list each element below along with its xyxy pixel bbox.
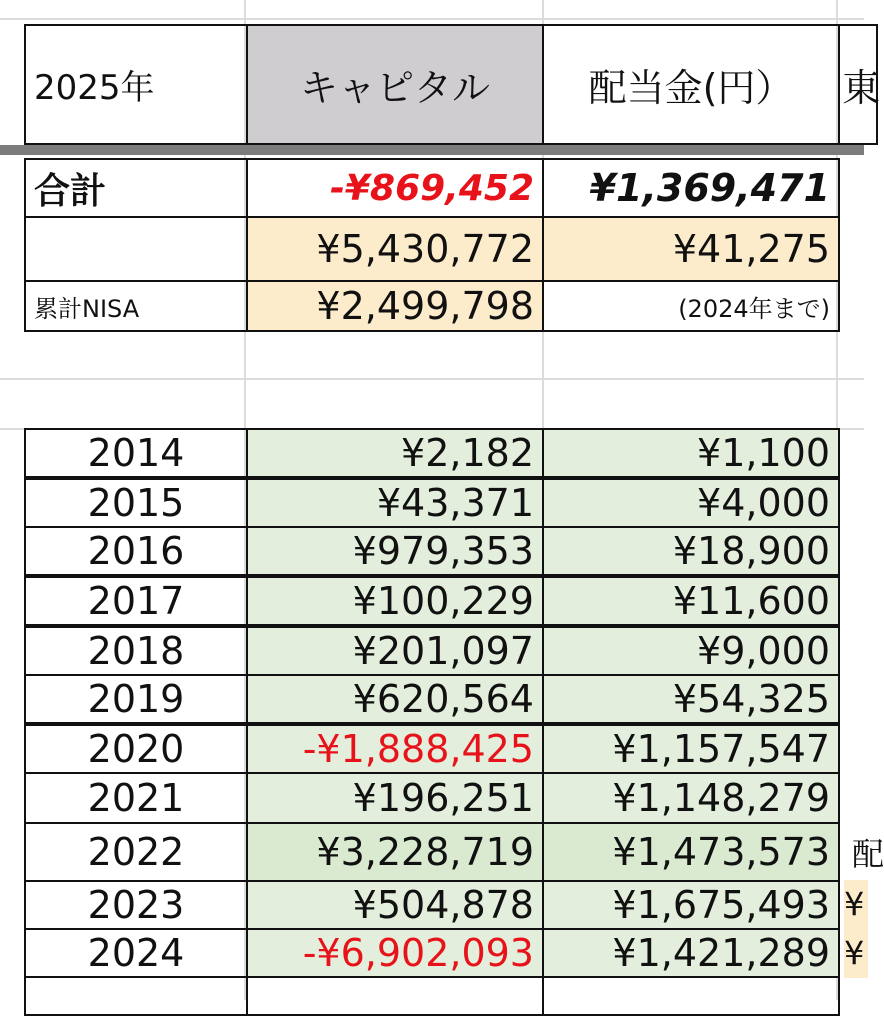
- dividend-value: ¥4,000: [697, 481, 830, 525]
- nisa-capital-value: ¥2,499,798: [316, 284, 534, 328]
- capital-cell[interactable]: [246, 478, 544, 528]
- capital-cell[interactable]: [246, 928, 544, 978]
- dividend-cell[interactable]: [542, 428, 840, 478]
- total-capital-value: -¥869,452: [330, 167, 534, 209]
- dividend-value: ¥1,675,493: [612, 883, 830, 927]
- year-value: 2019: [87, 677, 185, 721]
- capital-value: ¥504,878: [352, 883, 534, 927]
- dividend-value: ¥1,100: [697, 431, 830, 475]
- dividend-cell[interactable]: [542, 674, 840, 724]
- nisa-label-cell[interactable]: [24, 280, 248, 332]
- capital-cell[interactable]: [246, 822, 544, 882]
- summary-capital-cell[interactable]: [246, 216, 544, 282]
- capital-value: ¥2,182: [401, 431, 534, 475]
- summary-dividend-cell[interactable]: [542, 216, 840, 282]
- year-value: 2020: [87, 727, 185, 771]
- nisa-label: 累計NISA: [34, 294, 140, 323]
- next-row-capital-cell[interactable]: [246, 976, 544, 1016]
- year-value: 2023: [87, 883, 185, 927]
- capital-value: ¥620,564: [352, 677, 534, 721]
- dividend-cell[interactable]: [542, 626, 840, 676]
- year-value: 2018: [87, 629, 185, 673]
- total-dividend-cell[interactable]: [542, 158, 840, 218]
- year-value: 2021: [87, 776, 185, 820]
- dividend-value: ¥18,900: [672, 529, 830, 573]
- year-cell[interactable]: [24, 674, 248, 724]
- edge-fragment-2022: 配: [852, 835, 884, 873]
- capital-cell[interactable]: [246, 526, 544, 576]
- summary-blank-cell[interactable]: [24, 216, 248, 282]
- year-value: 2015: [87, 481, 185, 525]
- dividend-value: ¥1,473,573: [612, 830, 830, 874]
- year-cell[interactable]: [24, 880, 248, 930]
- dividend-cell[interactable]: [542, 478, 840, 528]
- year-value: 2014: [87, 431, 185, 475]
- capital-cell[interactable]: [246, 576, 544, 626]
- capital-value: ¥3,228,719: [316, 830, 534, 874]
- next-row-year-cell[interactable]: [24, 976, 248, 1016]
- capital-value: -¥1,888,425: [302, 727, 534, 771]
- nisa-note-cell[interactable]: [542, 280, 840, 332]
- year-cell[interactable]: [24, 526, 248, 576]
- year-value: 2017: [87, 579, 185, 623]
- dividend-value: ¥1,157,547: [612, 727, 830, 771]
- year-cell[interactable]: [24, 822, 248, 882]
- capital-cell[interactable]: [246, 428, 544, 478]
- year-cell[interactable]: [24, 478, 248, 528]
- capital-value: ¥100,229: [352, 579, 534, 623]
- dividend-value: ¥1,421,289: [612, 931, 830, 975]
- capital-value: ¥201,097: [352, 629, 534, 673]
- edge-fragment-2023: ¥: [844, 880, 868, 928]
- year-header-label: 2025年: [34, 68, 155, 108]
- capital-cell[interactable]: [246, 674, 544, 724]
- dividend-header-label: 配当金(円）: [588, 66, 794, 110]
- capital-value: ¥43,371: [376, 481, 534, 525]
- freeze-pane-divider[interactable]: [0, 145, 864, 155]
- total-dividend-value: ¥1,369,471: [589, 166, 830, 210]
- year-value: 2022: [87, 830, 185, 874]
- year-cell[interactable]: [24, 724, 248, 774]
- dividend-header-cell[interactable]: [542, 24, 840, 145]
- dividend-value: ¥54,325: [672, 677, 830, 721]
- capital-cell[interactable]: [246, 772, 544, 824]
- year-cell[interactable]: [24, 928, 248, 978]
- year-cell[interactable]: [24, 428, 248, 478]
- year-header-cell[interactable]: [24, 24, 248, 145]
- capital-value: ¥196,251: [352, 776, 534, 820]
- capital-cell[interactable]: [246, 724, 544, 774]
- nisa-note: (2024年まで): [678, 294, 830, 323]
- year-value: 2024: [87, 931, 185, 975]
- year-cell[interactable]: [24, 772, 248, 824]
- dividend-cell[interactable]: [542, 822, 840, 882]
- capital-cell[interactable]: [246, 880, 544, 930]
- total-label: 合計: [34, 170, 107, 212]
- edge-fragment-2024: ¥: [844, 928, 868, 978]
- dividend-value: ¥11,600: [672, 579, 830, 623]
- year-value: 2016: [87, 529, 185, 573]
- dividend-value: ¥1,148,279: [612, 776, 830, 820]
- dividend-value: ¥9,000: [697, 629, 830, 673]
- capital-cell[interactable]: [246, 626, 544, 676]
- nisa-capital-cell[interactable]: [246, 280, 544, 332]
- next-row-dividend-cell[interactable]: [542, 976, 840, 1016]
- dividend-cell[interactable]: [542, 772, 840, 824]
- summary-dividend-value: ¥41,275: [672, 227, 830, 271]
- dividend-cell[interactable]: [542, 880, 840, 930]
- dividend-cell[interactable]: [542, 724, 840, 774]
- total-capital-cell[interactable]: [246, 158, 544, 218]
- grid-line: [0, 18, 864, 20]
- capital-value: -¥6,902,093: [302, 931, 534, 975]
- capital-value: ¥979,353: [352, 529, 534, 573]
- year-cell[interactable]: [24, 576, 248, 626]
- capital-header-label: キャピタル: [299, 66, 490, 110]
- dividend-cell[interactable]: [542, 928, 840, 978]
- dividend-cell[interactable]: [542, 526, 840, 576]
- next-header-label: 東: [842, 66, 881, 110]
- capital-header-cell[interactable]: [246, 24, 544, 145]
- summary-capital-value: ¥5,430,772: [316, 227, 534, 271]
- total-label-cell[interactable]: [24, 158, 248, 218]
- next-header-cell[interactable]: [838, 24, 881, 145]
- grid-line: [0, 378, 864, 380]
- dividend-cell[interactable]: [542, 576, 840, 626]
- year-cell[interactable]: [24, 626, 248, 676]
